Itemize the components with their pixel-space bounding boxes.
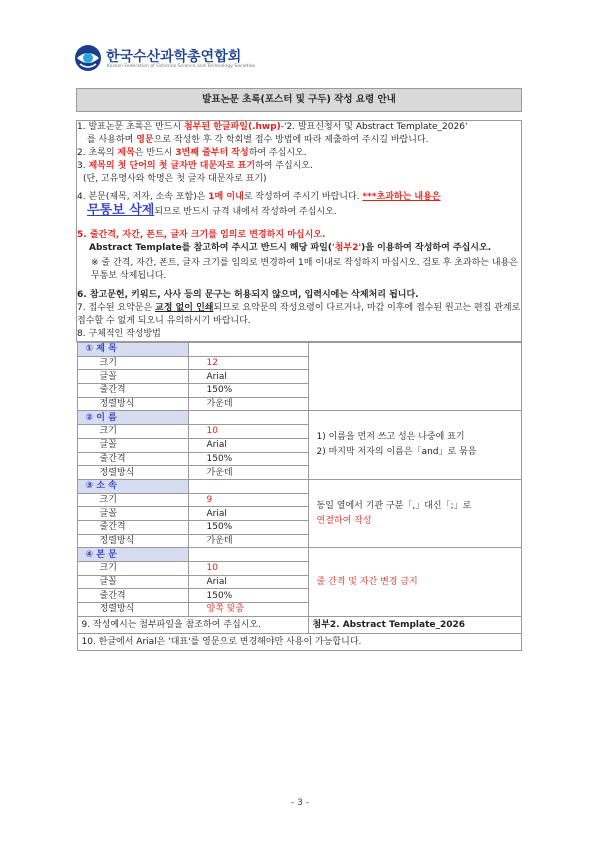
spec-label-spacing: 줄간격 xyxy=(77,384,188,398)
guideline-items xyxy=(77,121,522,342)
item-1-hwp-file: 첨부된 한글파일(.hwp) xyxy=(183,122,281,132)
item-4-one-page: 1매 이내 xyxy=(208,192,244,202)
item-2-text-2: 은 반드시 xyxy=(134,148,176,158)
org-logo xyxy=(74,44,304,76)
spec-value-spacing: 150% xyxy=(188,520,308,534)
note-line: 2) 마지막 저자의 이름은「and」로 묶음 xyxy=(316,447,477,458)
spec-value-size: 12 xyxy=(188,356,308,370)
item-4 xyxy=(77,191,521,219)
item-3-capitalize-rule: 제목의 첫 단어의 첫 글자만 대문자로 표기 xyxy=(88,161,256,171)
item-5-text: Abstract Template를 참고하여 주시고 반드시 해당 파일( xyxy=(89,243,332,253)
note-line xyxy=(317,499,513,514)
spec-label-font: 글꼴 xyxy=(77,507,188,521)
item-3-note: (단, 고유명사와 학명은 첫 글자 대문자로 표기) xyxy=(83,174,267,184)
spec-blank xyxy=(188,548,308,562)
item-5-text-2: )을 이용하여 작성하여 주십시오. xyxy=(361,243,492,253)
item-7 xyxy=(77,302,521,328)
spec-label-size: 크기 xyxy=(77,493,188,507)
spec-affiliation-note xyxy=(308,479,521,547)
spec-label-spacing: 줄간격 xyxy=(77,452,188,466)
spec-label-font: 글꼴 xyxy=(77,370,188,384)
item-8: 8. 구체적인 작성방법 xyxy=(77,329,161,339)
spec-label-align: 정렬방식 xyxy=(77,466,188,480)
spec-section-head xyxy=(77,548,521,562)
spec-title-note xyxy=(308,343,521,411)
org-name-kr: 한국수산과학총연합회 xyxy=(106,49,242,65)
item-5-note: ※ 줄 간격, 자간, 폰트, 글자 크기를 임의로 변경하여 1매 이내로 작성하지 마십시오. 검토 후 초과하는 내용은 무통보 삭제됩니다. xyxy=(91,258,518,281)
item-2-text: 2. 초록의 xyxy=(77,148,118,158)
spec-section-head xyxy=(77,479,521,493)
item-2 xyxy=(77,147,521,160)
item-9-text: 9. 작성예시는 첨부파일을 참조하여 주십시오. xyxy=(77,616,308,633)
spec-value-font: Arial xyxy=(188,370,308,384)
spec-value-size: 9 xyxy=(188,493,308,507)
spec-name-head: ② 이 름 xyxy=(77,411,188,425)
item-1-english: 영문 xyxy=(136,135,154,145)
note-line: 줄 간격 및 자간 변경 금지 xyxy=(316,576,418,587)
spec-wrapper xyxy=(77,342,522,651)
item-1 xyxy=(77,121,521,147)
item-5-attachment: '첨부2' xyxy=(331,243,362,253)
item-1-template-name: -'2. 발표신청서 및 Abstract Template_2026' xyxy=(280,122,468,132)
spec-label-size: 크기 xyxy=(77,425,188,439)
spec-blank xyxy=(188,343,308,357)
item-4-text: 4. 본문(제목, 저자, 소속 포함)은 xyxy=(77,192,209,202)
org-name-en: Korean Federation of Fisheries Science and Technology Societies xyxy=(107,64,255,69)
item-2-text-3: 하여 주십시오. xyxy=(248,148,307,158)
item-9-attachment: 첨부2. Abstract Template_2026 xyxy=(308,616,521,633)
spec-value-align: 가운데 xyxy=(188,534,308,548)
item-6: 6. 참고문헌, 키워드, 사사 등의 문구는 허용되지 않으며, 입력시에는 삭제처리 됩니다. xyxy=(77,290,419,300)
spec-name-note xyxy=(308,411,521,479)
spec-value-size: 10 xyxy=(188,425,308,439)
guideline-document xyxy=(76,88,522,651)
item-3-text: 하여 주십시오. xyxy=(255,161,313,171)
item-7-text: 7. 접수된 요약문은 xyxy=(77,303,156,313)
spec-label-spacing: 줄간격 xyxy=(77,589,188,603)
note-line: 1) 이름을 먼저 쓰고 성은 나중에 표기 xyxy=(316,432,465,443)
format-spec-table xyxy=(77,342,522,651)
item-7-no-edit: 교정 없이 인쇄 xyxy=(155,303,214,313)
spec-label-font: 글꼴 xyxy=(77,438,188,452)
item-4-text-3: 되므로 반드시 규격 내에서 작성하여 주십시오. xyxy=(154,207,337,217)
spec-section-head xyxy=(77,343,521,357)
spec-label-size: 크기 xyxy=(77,356,188,370)
spec-blank xyxy=(188,411,308,425)
document-title: 발표논문 초록(포스터 및 구두) 작성 요령 안내 xyxy=(77,89,522,112)
spec-label-align: 정렬방식 xyxy=(77,397,188,411)
spec-section-head xyxy=(77,411,521,425)
spec-body-head: ④ 본 문 xyxy=(77,548,188,562)
spec-value-spacing: 150% xyxy=(188,589,308,603)
spec-value-align: 가운데 xyxy=(188,466,308,480)
spec-title-head: ① 제 목 xyxy=(77,343,188,357)
spec-value-align: 양쪽 맞춤 xyxy=(188,603,308,617)
item-10-text: 10. 한글에서 Arial은 '대표'를 영문으로 변경해야만 사용이 가능합니다. xyxy=(77,633,521,650)
spec-label-font: 글꼴 xyxy=(77,575,188,589)
item-1-text: 1. 발표논문 초록은 반드시 xyxy=(77,122,184,132)
spec-value-spacing: 150% xyxy=(188,384,308,398)
spec-value-font: Arial xyxy=(188,575,308,589)
affiliation-note-1: 동일 열에서 기관 구분「,」대신「;」로 xyxy=(316,500,472,511)
item-4-text-2: 로 작성하여 주시기 바랍니다. xyxy=(243,192,363,202)
item-2-third-line: 3번째 줄부터 작성 xyxy=(175,148,249,158)
affiliation-note-2: 연결하여 작성 xyxy=(316,515,372,526)
item-4-delete-notice: 무통보 삭제 xyxy=(87,203,155,218)
spec-label-align: 정렬방식 xyxy=(77,603,188,617)
item-5-body xyxy=(77,242,521,255)
item-1-text-3: 으로 작성한 후 각 학회별 접수 방법에 따라 제출하여 주시길 바랍니다. xyxy=(153,135,429,145)
federation-emblem-icon xyxy=(74,44,102,72)
item-3-num: 3. xyxy=(77,161,89,171)
spec-value-font: Arial xyxy=(188,438,308,452)
spec-value-size: 10 xyxy=(188,562,308,576)
spec-blank xyxy=(188,479,308,493)
spec-affiliation-head: ③ 소 속 xyxy=(77,479,188,493)
spec-label-size: 크기 xyxy=(77,562,188,576)
item-3 xyxy=(77,160,521,173)
item-9-row xyxy=(77,616,521,633)
item-7-text-2: 되므로 요약문의 작성요령이 다르거나, 마감 이후에 접수된 원고는 편집 관계로 접수할 수 없게 되오니 유의하시기 바랍니다. xyxy=(77,303,521,326)
spec-value-align: 가운데 xyxy=(188,397,308,411)
item-1-text-2: 를 사용하며 xyxy=(87,135,137,145)
spec-value-spacing: 150% xyxy=(188,452,308,466)
spec-body-note xyxy=(308,548,521,616)
spec-value-font: Arial xyxy=(188,507,308,521)
item-2-title-word: 제목 xyxy=(117,148,135,158)
item-5-heading: 5. 줄간격, 자간, 폰트, 글자 크기를 임의로 변경하지 마십시오. xyxy=(77,230,326,240)
item-4-warning: ***초과하는 내용은 xyxy=(362,192,441,202)
spec-label-spacing: 줄간격 xyxy=(77,520,188,534)
item-10-row xyxy=(77,633,521,650)
spec-label-align: 정렬방식 xyxy=(77,534,188,548)
title-spacer xyxy=(77,112,522,121)
page-number: - 3 - xyxy=(291,798,309,808)
